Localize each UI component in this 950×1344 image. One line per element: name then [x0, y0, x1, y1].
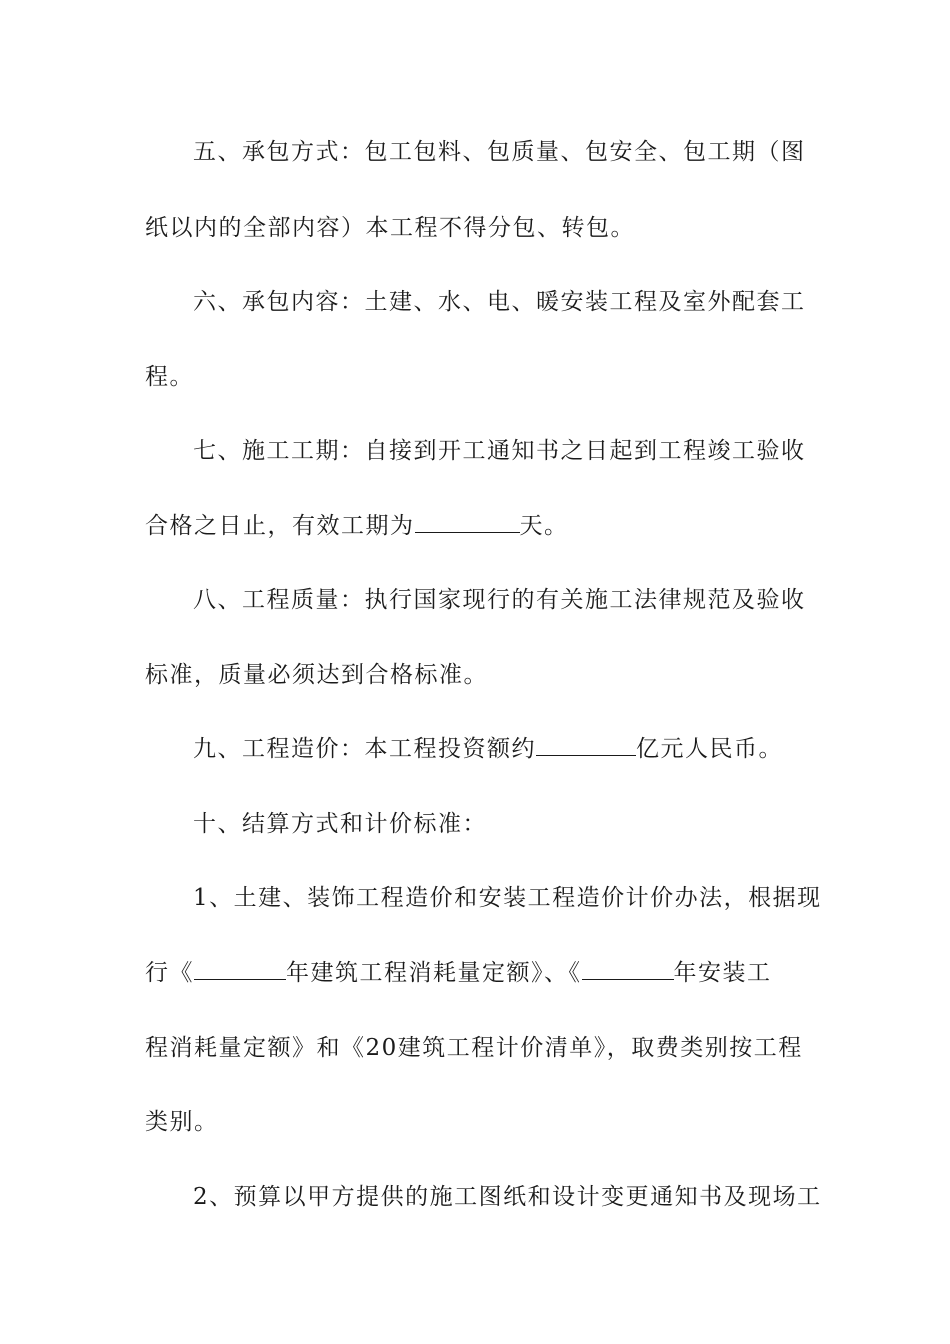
- item-1-text-b: 年建筑工程消耗量定额》、《: [286, 960, 582, 986]
- clause-9-text-a: 九、工程造价：本工程投资额约: [193, 736, 536, 762]
- clause-7-line-2: [145, 511, 810, 541]
- clause-5-line-2: 纸以内的全部内容）本工程不得分包、转包。: [145, 215, 635, 241]
- year-blank-1: [194, 959, 286, 980]
- duration-blank: [415, 512, 520, 533]
- item-2-line-1: 2、预算以甲方提供的施工图纸和设计变更通知书及现场工: [193, 1184, 822, 1210]
- item-1-text-c: 年安装工: [673, 960, 772, 986]
- clause-5-line-1: 五、承包方式：包工包料、包质量、包安全、包工期（图: [193, 139, 806, 165]
- clause-6-line-1: 六、承包内容：土建、水、电、暖安装工程及室外配套工: [193, 289, 806, 315]
- clause-8-line-1: 八、工程质量：执行国家现行的有关施工法律规范及验收: [193, 587, 806, 613]
- item-1-line-4: 类别。: [145, 1109, 219, 1135]
- clause-7-line-1: 七、施工工期：自接到开工通知书之日起到工程竣工验收: [193, 438, 806, 464]
- clause-6-line-2: 程。: [145, 364, 194, 390]
- clause-7-text-a: 合格之日止，有效工期为: [145, 513, 415, 539]
- item-1-text-a: 行《: [145, 960, 194, 986]
- item-1-line-3: 程消耗量定额》和《20建筑工程计价清单》，取费类别按工程: [145, 1035, 803, 1061]
- investment-blank: [536, 735, 636, 756]
- clause-7-text-b: 天。: [519, 513, 569, 539]
- item-1-line-1: 1、土建、装饰工程造价和安装工程造价计价办法，根据现: [193, 885, 822, 911]
- clause-9-line-1: [193, 734, 810, 764]
- year-blank-2: [582, 959, 674, 980]
- clause-10-heading: 十、结算方式和计价标准：: [193, 811, 487, 837]
- clause-8-line-2: 标准，质量必须达到合格标准。: [145, 662, 488, 688]
- item-1-line-2: [145, 958, 810, 988]
- clause-9-text-b: 亿元人民币。: [636, 736, 783, 762]
